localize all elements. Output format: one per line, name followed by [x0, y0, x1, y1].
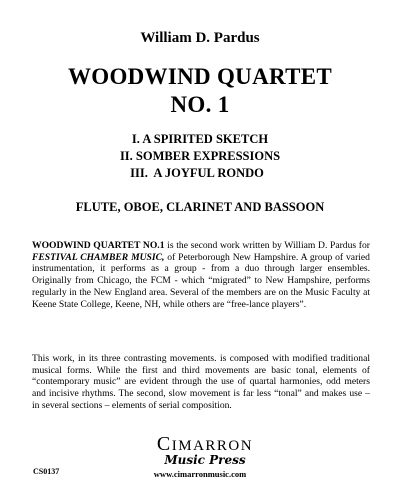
instrumentation: FLUTE, OBOE, CLARINET AND BASSOON	[75, 200, 325, 214]
movement-3: III. A JOYFUL RONDO	[130, 166, 264, 180]
work-title	[0, 63, 400, 119]
description-paragraph-1	[32, 240, 370, 310]
logo-word-rest: IMARRON	[171, 438, 254, 454]
paragraph-1-text-b: of Peterborough New Hampshire. A group of varied instrumentation, it performs as a group - from a duo through larger ensembles. Originally from Chicago, the FCM - which “migrated” to New Hampshire, performs regularly in the New England area. Several of the members are on the Music Faculty at Keene State College, Keene, NH, while others are “free-lance players”.	[32, 251, 370, 310]
paragraph-1-text-a: is the second work written by William D. Pardus for	[164, 240, 370, 251]
ensemble-name: FESTIVAL CHAMBER MUSIC,	[32, 251, 165, 263]
movement-2: II. SOMBER EXPRESSIONS	[119, 149, 281, 163]
publisher-website: www.cimarronmusic.com	[153, 469, 247, 479]
description-paragraph-2: This work, in its three contrasting movements. is composed with modified traditional musical forms. While the first and third movements are basic tonal, elements of “contemporary music” are evident through the use of quartal harmonies, odd meters and incisive rhythms. The second, slow movement is far less “tonal” and makes use – in several sections – elements of serial composition.	[32, 353, 370, 411]
work-title-inline: WOODWIND QUARTET NO.1	[32, 240, 165, 251]
work-title-line-1: WOODWIND QUARTET	[67, 64, 333, 89]
movements-list	[0, 131, 400, 182]
movement-1: I. A SPIRITED SKETCH	[131, 132, 269, 146]
publisher-logo-subtitle: Music Press	[164, 453, 246, 467]
logo-initial: C	[156, 433, 172, 455]
work-title-line-2: NO. 1	[170, 92, 230, 117]
catalog-number: CS0137	[33, 467, 60, 476]
composer-name: William D. Pardus	[140, 30, 260, 46]
